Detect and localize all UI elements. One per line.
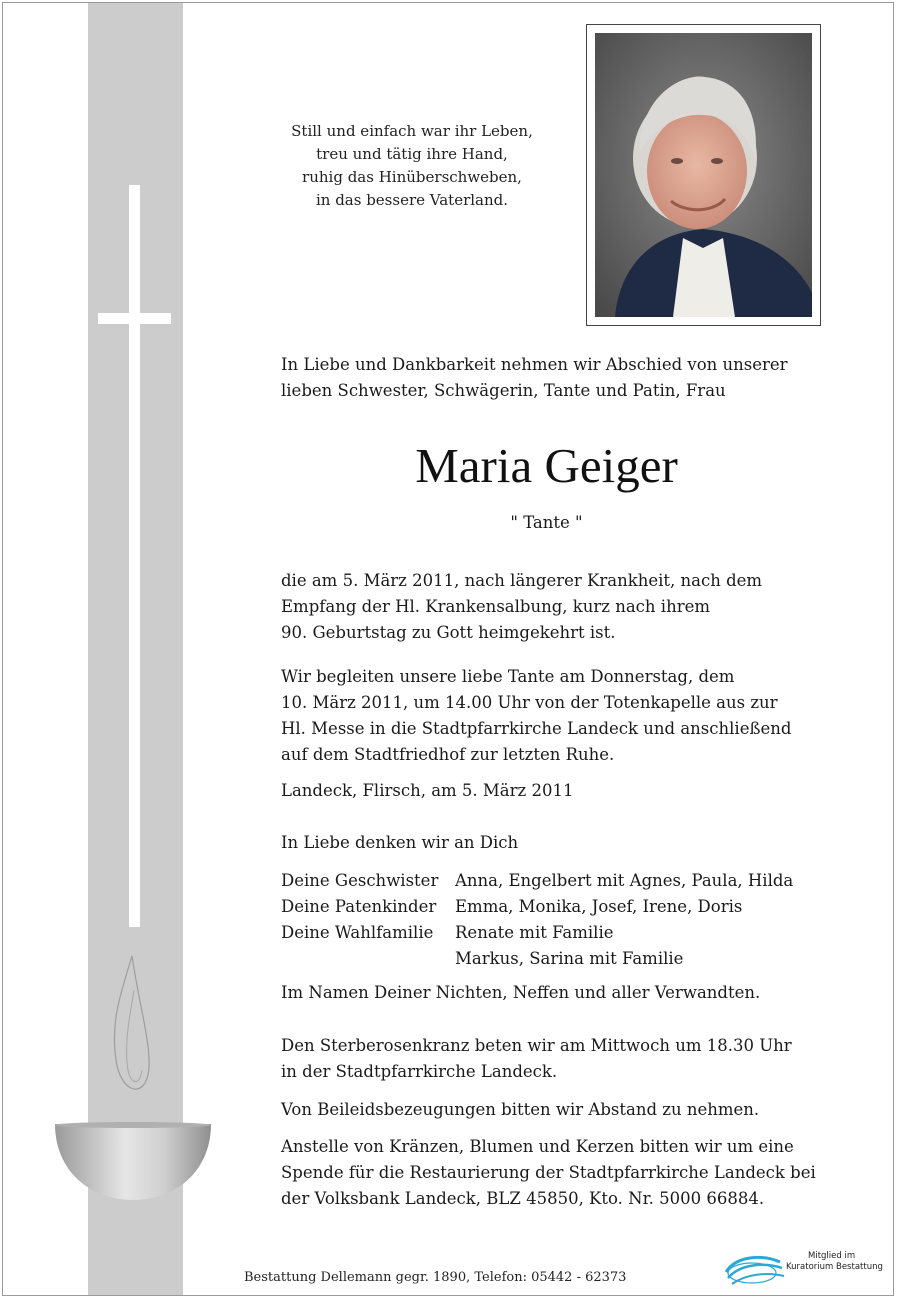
poem-line: in das bessere Vaterland. xyxy=(315,191,509,209)
logo-line: Kuratorium Bestattung xyxy=(786,1262,883,1272)
relatives-line: Im Namen Deiner Nichten, Neffen und aller Verwandten. xyxy=(281,983,761,1002)
funeral-line: Wir begleiten unsere liebe Tante am Donnerstag, dem xyxy=(281,667,735,686)
funeral-info xyxy=(281,664,861,768)
family-row xyxy=(281,946,861,972)
deceased-name: Maria Geiger xyxy=(415,438,678,493)
poem-line: treu und tätig ihre Hand, xyxy=(316,145,508,163)
donation-line: Anstelle von Kränzen, Blumen und Kerzen bitten wir um eine xyxy=(281,1137,794,1156)
family-names: Emma, Monika, Josef, Irene, Doris xyxy=(455,897,743,916)
funeral-line: Hl. Messe in die Stadtpfarrkirche Landeck und anschließend xyxy=(281,719,792,738)
cross-icon-crossbar xyxy=(98,313,171,324)
remember-line: In Liebe denken wir an Dich xyxy=(281,833,519,852)
family-row xyxy=(281,920,861,946)
footer-undertaker: Bestattung Dellemann gegr. 1890, Telefon: 05442 - 62373 xyxy=(244,1270,627,1285)
poem-line: ruhig das Hinüberschweben, xyxy=(302,168,522,186)
portrait-photo xyxy=(586,24,821,326)
funeral-line: auf dem Stadtfriedhof zur letzten Ruhe. xyxy=(281,745,615,764)
family-role: Deine Geschwister xyxy=(281,871,439,890)
family-names: Markus, Sarina mit Familie xyxy=(455,949,684,968)
death-notice xyxy=(281,568,861,646)
donation-line: Spende für die Restaurierung der Stadtpfarrkirche Landeck bei xyxy=(281,1163,816,1182)
intro-line: In Liebe und Dankbarkeit nehmen wir Abschied von unserer xyxy=(281,355,788,374)
family-row xyxy=(281,868,861,894)
funeral-line: 10. März 2011, um 14.00 Uhr von der Totenkapelle aus zur xyxy=(281,693,778,712)
logo-line: Mitglied im xyxy=(808,1251,856,1261)
family-names: Renate mit Familie xyxy=(455,923,614,942)
family-role: Deine Wahlfamilie xyxy=(281,923,434,942)
candle-bowl-icon xyxy=(52,950,214,1210)
donation-line: der Volksbank Landeck, BLZ 45850, Kto. Nr. 5000 66884. xyxy=(281,1189,765,1208)
family-names: Anna, Engelbert mit Agnes, Paula, Hilda xyxy=(455,871,794,890)
family-row xyxy=(281,894,861,920)
logo-caption xyxy=(786,1251,883,1273)
rosary-line: in der Stadtpfarrkirche Landeck. xyxy=(281,1062,558,1081)
death-notice-line: die am 5. März 2011, nach längerer Krankheit, nach dem xyxy=(281,571,763,590)
donation-info xyxy=(281,1134,861,1212)
condolences-line: Von Beileidsbezeugungen bitten wir Abstand zu nehmen. xyxy=(281,1100,760,1119)
death-notice-line: 90. Geburtstag zu Gott heimgekehrt ist. xyxy=(281,623,616,642)
poem xyxy=(262,120,562,212)
cross-icon xyxy=(129,185,140,927)
poem-line: Still und einfach war ihr Leben, xyxy=(291,122,533,140)
intro-line: lieben Schwester, Schwägerin, Tante und Patin, Frau xyxy=(281,381,726,400)
death-notice-line: Empfang der Hl. Krankensalbung, kurz nach ihrem xyxy=(281,597,710,616)
nickname: " Tante " xyxy=(510,513,583,532)
family-role xyxy=(281,946,455,972)
place-date: Landeck, Flirsch, am 5. März 2011 xyxy=(281,781,574,800)
rosary-line: Den Sterberosenkranz beten wir am Mittwoch um 18.30 Uhr xyxy=(281,1036,792,1055)
rosary-info xyxy=(281,1033,861,1085)
family-list xyxy=(281,868,861,972)
family-role: Deine Patenkinder xyxy=(281,897,437,916)
portrait-image xyxy=(595,33,812,317)
intro-text xyxy=(281,352,861,404)
